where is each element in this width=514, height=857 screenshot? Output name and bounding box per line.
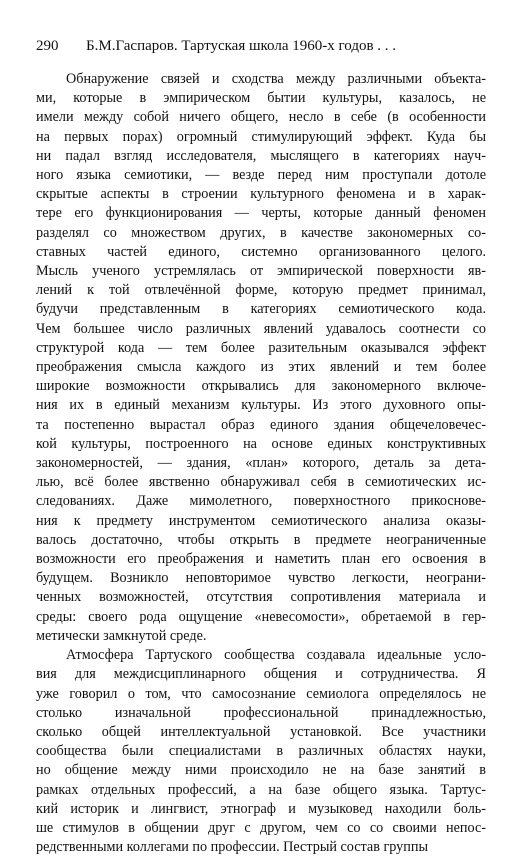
- text-line: преображения смысла каждого из этих явлений и тем более: [36, 359, 486, 376]
- text-line: тере его функционирования — черты, которые данный феномен: [36, 205, 486, 222]
- text-line: ченных возможностей, отсутствия сопротивления материала и: [36, 589, 486, 606]
- text-line: закономерностей, — здания, «план» которого, деталь за дета-: [36, 455, 486, 472]
- page-number: 290: [36, 38, 59, 54]
- text-line: следованиях. Даже мимолетного, поверхностного прикоснове-: [36, 493, 486, 510]
- text-line: лений к той отвлечённой форме, которую предмет принимал,: [36, 282, 486, 299]
- paragraph: [36, 70, 486, 646]
- text-line: будучи представленным в категориях семиотического кода.: [36, 301, 486, 318]
- text-line: ния к предмету инструментом семиотического анализа оказы-: [36, 512, 486, 529]
- text-line: ше стимулов в общении друг с другом, чем со со своими непос-: [36, 819, 486, 836]
- text-line: структурой кода — тем более разительным оказывался эффект: [36, 339, 486, 356]
- text-line: но общение между ними происходило не на базе занятий в: [36, 762, 486, 779]
- running-title: Б.М.Гаспаров. Тартуская школа 1960-х годов . . .: [86, 38, 397, 54]
- text-line: редственными коллегами по профессии. Пестрый состав группы: [36, 839, 428, 856]
- text-line: Чем большее число различных явлений удавалось соотнести со: [36, 320, 486, 337]
- text-line: ставных частей единого, системно организованного целого.: [36, 243, 486, 260]
- text-line: сообщества были специалистами в различных областях науки,: [36, 743, 486, 760]
- text-line: лью, всё более явственно обнаруживал себя в семиотических ис-: [36, 474, 486, 491]
- text-line: Мысль ученого устремлялась от эмпирической поверхности яв-: [36, 263, 486, 280]
- text-line: метически замкнутой среде.: [36, 627, 207, 644]
- text-line: уже говорил о том, что самосознание семиолога определялось не: [36, 685, 486, 702]
- text-line: ния их в единый механизм культуры. Из этого духовного опы-: [36, 397, 486, 414]
- text-line: сколько общей интеллектуальной установкой. Все участники: [36, 723, 486, 740]
- text-line: будущем. Возникло неповторимое чувство легкости, неограни-: [36, 570, 486, 587]
- text-line: рамках отдельных профессий, а на базе общего языка. Тартус-: [36, 781, 486, 798]
- text-line: среды: своего рода ощущение «невесомости», обретаемой в гер-: [36, 608, 486, 625]
- text-line: валось достаточно, чтобы открыть в предмете неограниченные: [36, 531, 486, 548]
- paragraph: [36, 646, 486, 857]
- body-text: [36, 70, 486, 857]
- text-line: Обнаружение связей и сходства между различными объекта-: [66, 71, 486, 87]
- text-line: ми, которые в эмпирическом бытии культуры, казалось, не: [36, 90, 486, 107]
- text-line: кой культуры, построенного на основе единых конструктивных: [36, 435, 486, 452]
- text-line: скрытые аспекты в строении культурного феномена и в харак-: [36, 186, 486, 203]
- text-line: на первых порах) огромный стимулирующий эффект. Куда бы: [36, 128, 486, 145]
- text-line: вия для междисциплинарного общения и сотрудничества. Я: [36, 666, 486, 683]
- text-line: возможности его преображения и наметить план его освоения в: [36, 551, 486, 568]
- text-line: кий историк и лингвист, этнограф и музыковед находили боль-: [36, 800, 486, 817]
- text-line: широкие возможности открывались для закономерного включе-: [36, 378, 486, 395]
- text-line: ного языка семиотики, — везде перед ним проступали дотоле: [36, 167, 486, 184]
- text-line: Атмосфера Тартуского сообщества создавала идеальные усло-: [66, 647, 486, 664]
- text-line: разделял со множеством других, в качестве закономерных со-: [36, 224, 486, 241]
- text-line: столько изначальной профессиональной принадлежностью,: [36, 704, 486, 721]
- text-line: та постепенно вырастал образ единого здания общечеловечес-: [36, 416, 486, 433]
- text-line: ни падал взгляд исследователя, мыслящего в категориях науч-: [36, 147, 486, 164]
- running-header: [36, 36, 478, 56]
- text-line: имели между собой ничего общего, несло в себе (в особенности: [36, 109, 486, 126]
